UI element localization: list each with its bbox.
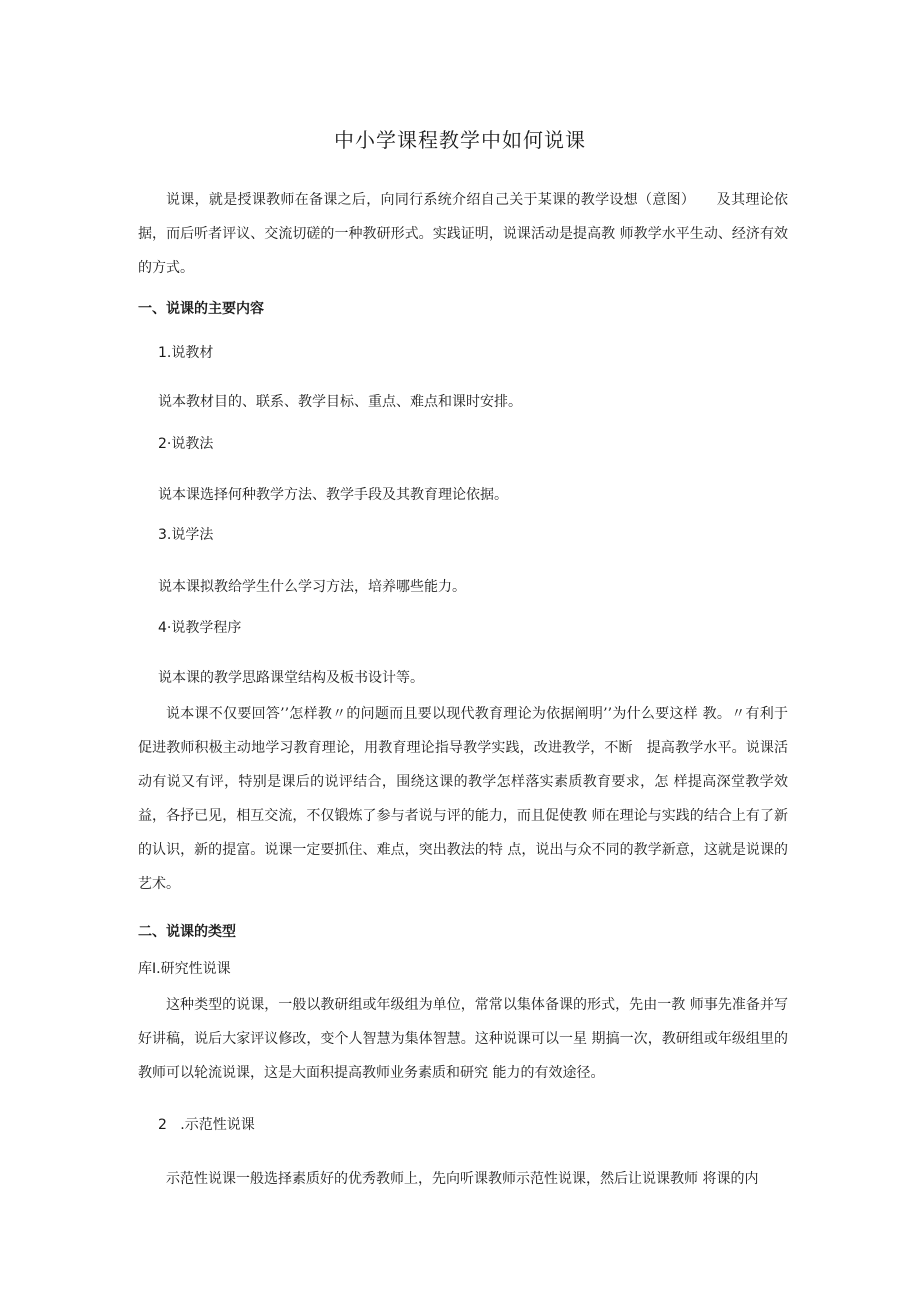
item-2-label: 说教法 bbox=[171, 436, 214, 452]
section-1-summary: 说本课不仅要回答’’怎样教〃的问题而且要以现代教育理论为依据阐明’’为什么要这样 教。〃有利于促进教师积极主动地学习教育理论，用教育理论指导教学实践，改进教学，不断 提高教学水平。说课活动有说又有评，特别是课后的说评结合，围绕这课的教学怎样落实素质教育要求，怎 样提高深堂教学效益，各抒已见，相互交流，不仅锻炼了参与者说与评的能力，而且促使教 师在理论与实践的结合上有了新的认识，新的提富。说课一定要抓住、难点，突出教法的特 点，说出与众不同的教学新意，这就是说课的艺术。 bbox=[138, 706, 788, 892]
item-3-text: 说本课拟教给学生什么学习方法，培养哪些能力。 bbox=[158, 579, 466, 595]
section-1-heading: 一、说课的主要内容 bbox=[138, 301, 264, 317]
subsection-1-heading bbox=[138, 958, 231, 978]
item-1-label: 说教材 bbox=[171, 345, 214, 361]
item-4-number: 4· bbox=[158, 620, 172, 636]
subsection-2-number: 2 bbox=[158, 1117, 167, 1133]
item-3-number: 3. bbox=[158, 527, 172, 543]
item-1-number: 1. bbox=[158, 345, 172, 361]
item-3-heading bbox=[158, 524, 213, 544]
item-4-label: 说教学程序 bbox=[171, 620, 242, 636]
item-2-number: 2· bbox=[158, 436, 172, 452]
subsection-2-label: .示范性说课 bbox=[180, 1117, 255, 1133]
section-2-heading: 二、说课的类型 bbox=[138, 924, 236, 940]
item-1-heading bbox=[158, 342, 213, 362]
item-3-label: 说学法 bbox=[171, 527, 214, 543]
intro-paragraph: 说课，就是授课教师在备课之后，向同行系统介绍自己关于某课的教学设想（意图） 及其理论依据，而后听者评议、交流切磋的一种教研形式。实践证明，说课活动是提高教 师教学水平生动、经济有效的方式。 bbox=[138, 192, 788, 276]
subsection-1-prefix: 库I bbox=[138, 961, 157, 977]
item-2-heading bbox=[158, 433, 213, 453]
item-4-text: 说本课的教学思路课堂结构及板书设计等。 bbox=[158, 670, 424, 686]
subsection-1-label: .研究性说课 bbox=[156, 961, 231, 977]
subsection-1-paragraph: 这种类型的说课，一般以教研组或年级组为单位，常常以集体备课的形式，先由一教 师事先准备并写好讲稿，说后大家评议修改，变个人智慧为集体智慧。这种说课可以一星 期搞一次，教研组或年级组里的教师可以轮流说课，这是大面积提高教师业务素质和研究 能力的有效途径。 bbox=[138, 997, 788, 1081]
subsection-2-heading bbox=[158, 1114, 255, 1134]
document-title: 中小学课程教学中如何说课 bbox=[334, 128, 586, 152]
item-1-text: 说本教材目的、联系、教学目标、重点、难点和课时安排。 bbox=[158, 394, 522, 410]
item-2-text: 说本课选择何种教学方法、教学手段及其教育理论依据。 bbox=[158, 487, 508, 503]
subsection-2-paragraph: 示范性说课一般选择素质好的优秀教师上，先向听课教师示范性说课，然后让说课教师 将课的内 bbox=[166, 1171, 759, 1187]
item-4-heading bbox=[158, 617, 241, 637]
